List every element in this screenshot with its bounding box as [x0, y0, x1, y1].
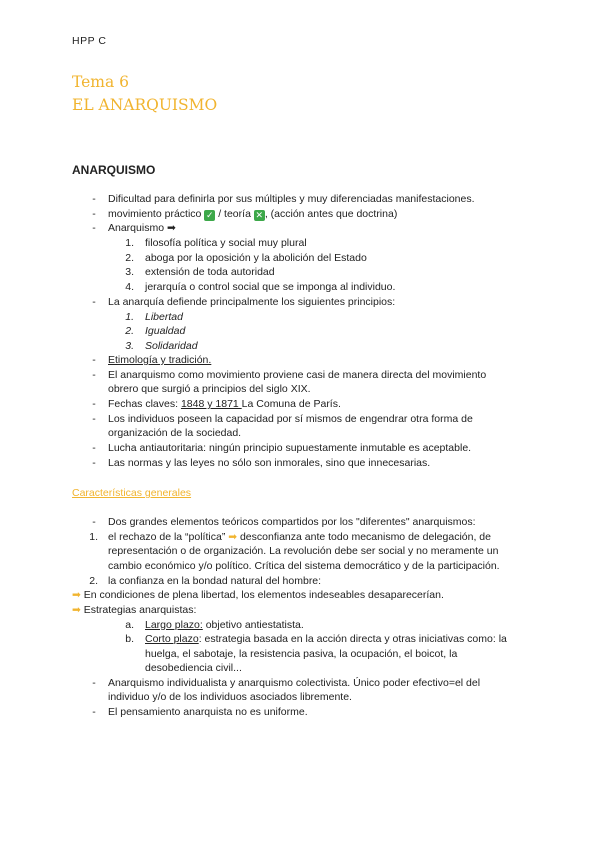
list-number: 2.: [125, 325, 134, 337]
page-header: HPP C: [72, 35, 107, 47]
bullet-text: La anarquía defiende principalmente los siguientes principios:: [108, 296, 396, 308]
strategy-label: Corto plazo: [145, 633, 199, 645]
numbered-item-continued: representación o de organización. La revolución debe ser social y no meramente un: [108, 545, 499, 557]
bullet-text-part: , (acción antes que doctrina): [264, 208, 398, 220]
strategy-text: objetivo antiestatista.: [202, 619, 304, 631]
bullet-text: Dificultad para definirla por sus múltiples y muy diferenciadas manifestaciones.: [108, 193, 475, 205]
bullet-dash: -: [92, 457, 96, 469]
numbered-item: jerarquía o control social que se imponga al individuo.: [145, 281, 396, 293]
arrow-item-text: Estrategias anarquistas:: [83, 604, 197, 616]
bullet-text-part: La Comuna de París.: [241, 398, 341, 410]
arrow-item: [72, 589, 444, 601]
bullet-text: Las normas y las leyes no sólo son inmorales, sino que innecesarias.: [108, 457, 431, 469]
numbered-item-continued: cambio económico y/o político. Crítica del sistema democrático y de la participación.: [108, 560, 500, 572]
strategy-text: : estrategia basada en la acción directa y otras iniciativas como: la: [198, 633, 507, 645]
bullet-text-continued: organización de la sociedad.: [108, 427, 242, 439]
numbered-item: la confianza en la bondad natural del hombre:: [108, 575, 322, 587]
bullet-text-part: movimiento práctico: [108, 208, 202, 220]
right-arrow-icon: ➡: [166, 222, 176, 234]
item-text-part: el rechazo de la “política”: [108, 531, 226, 543]
bullet-text: Dos grandes elementos teóricos compartidos por los "diferentes" anarquismos:: [108, 516, 476, 528]
bullet-text: [108, 222, 176, 234]
strategy-item: [145, 633, 507, 645]
section-heading-caracteristicas[interactable]: Características generales: [72, 487, 192, 499]
list-number: 2.: [125, 252, 134, 264]
bullet-text-continued: obrero que surgió a principios del siglo XIX.: [108, 383, 311, 395]
bullet-text-part: Anarquismo: [108, 222, 165, 234]
list-number: 1.: [125, 237, 134, 249]
cross-mark-icon: ✕: [255, 210, 264, 220]
item-text-part: desconfianza ante todo mecanismo de delegación, de: [237, 531, 491, 543]
bullet-dash: -: [92, 442, 96, 454]
numbered-item: extensión de toda autoridad: [145, 266, 275, 278]
list-number: 2.: [89, 575, 98, 587]
list-number: 3.: [125, 340, 134, 352]
right-arrow-icon: ➡: [228, 531, 238, 543]
strategy-item-continued: huelga, el sabotaje, la resistencia pasiva, la ocupación, el boicot, la: [145, 648, 458, 660]
numbered-item: aboga por la oposición y la abolición del Estado: [145, 252, 367, 264]
bullet-text-part: / teoría: [218, 208, 251, 220]
principle-item: Igualdad: [145, 325, 186, 337]
bullet-text: Anarquismo individualista y anarquismo colectivista. Único poder efectivo=el del: [108, 677, 481, 689]
strategy-item-continued: desobediencia civil...: [145, 662, 242, 674]
list-number: 3.: [125, 266, 134, 278]
page-title: EL ANARQUISMO: [72, 96, 218, 114]
bullet-dash: -: [92, 193, 96, 205]
numbered-item: filosofía política y social muy plural: [145, 237, 307, 249]
bullet-text: El anarquismo como movimiento proviene casi de manera directa del movimiento: [108, 369, 487, 381]
arrow-item-text: En condiciones de plena libertad, los elementos indeseables desaparecerían.: [83, 589, 444, 601]
bullet-dash: -: [92, 516, 96, 528]
right-arrow-icon: ➡: [72, 604, 81, 616]
check-mark-icon: ✓: [206, 210, 214, 220]
list-letter: a.: [125, 619, 134, 631]
principle-item: Solidaridad: [145, 340, 198, 352]
bullet-text: [108, 208, 397, 221]
strategy-item: [145, 619, 304, 631]
bullet-dash: -: [92, 398, 96, 410]
bullet-text: El pensamiento anarquista no es uniforme.: [108, 706, 308, 718]
bullet-dash: -: [92, 222, 96, 234]
bullet-text: [108, 398, 341, 410]
bullet-dash: -: [92, 706, 96, 718]
topic-number: Tema 6: [72, 73, 130, 91]
numbered-item: [108, 531, 491, 543]
bullet-dash: -: [92, 677, 96, 689]
list-letter: b.: [125, 633, 134, 645]
section-heading-anarquismo: ANARQUISMO: [72, 163, 156, 177]
key-dates: 1848 y 1871: [180, 398, 242, 410]
arrow-item: [72, 604, 196, 616]
right-arrow-icon: ➡: [72, 589, 81, 601]
list-number: 1.: [89, 531, 98, 543]
bullet-text-continued: individuo y/o de los individuos asociados libremente.: [108, 691, 352, 703]
bullet-dash: -: [92, 369, 96, 381]
bullet-dash: -: [92, 296, 96, 308]
bullet-text: Lucha antiautoritaria: ningún principio supuestamente inmutable es aceptable.: [108, 442, 472, 454]
principle-item: Libertad: [145, 311, 183, 323]
bullet-text-part: Fechas claves:: [108, 398, 181, 410]
strategy-label: Largo plazo:: [145, 619, 203, 631]
bullet-text: Etimología y tradición.: [108, 354, 212, 366]
bullet-text: Los individuos poseen la capacidad por sí mismos de engendrar otra forma de: [108, 413, 473, 425]
bullet-dash: -: [92, 208, 96, 220]
list-number: 1.: [125, 311, 134, 323]
bullet-dash: -: [92, 354, 96, 366]
list-number: 4.: [125, 281, 134, 293]
bullet-dash: -: [92, 413, 96, 425]
